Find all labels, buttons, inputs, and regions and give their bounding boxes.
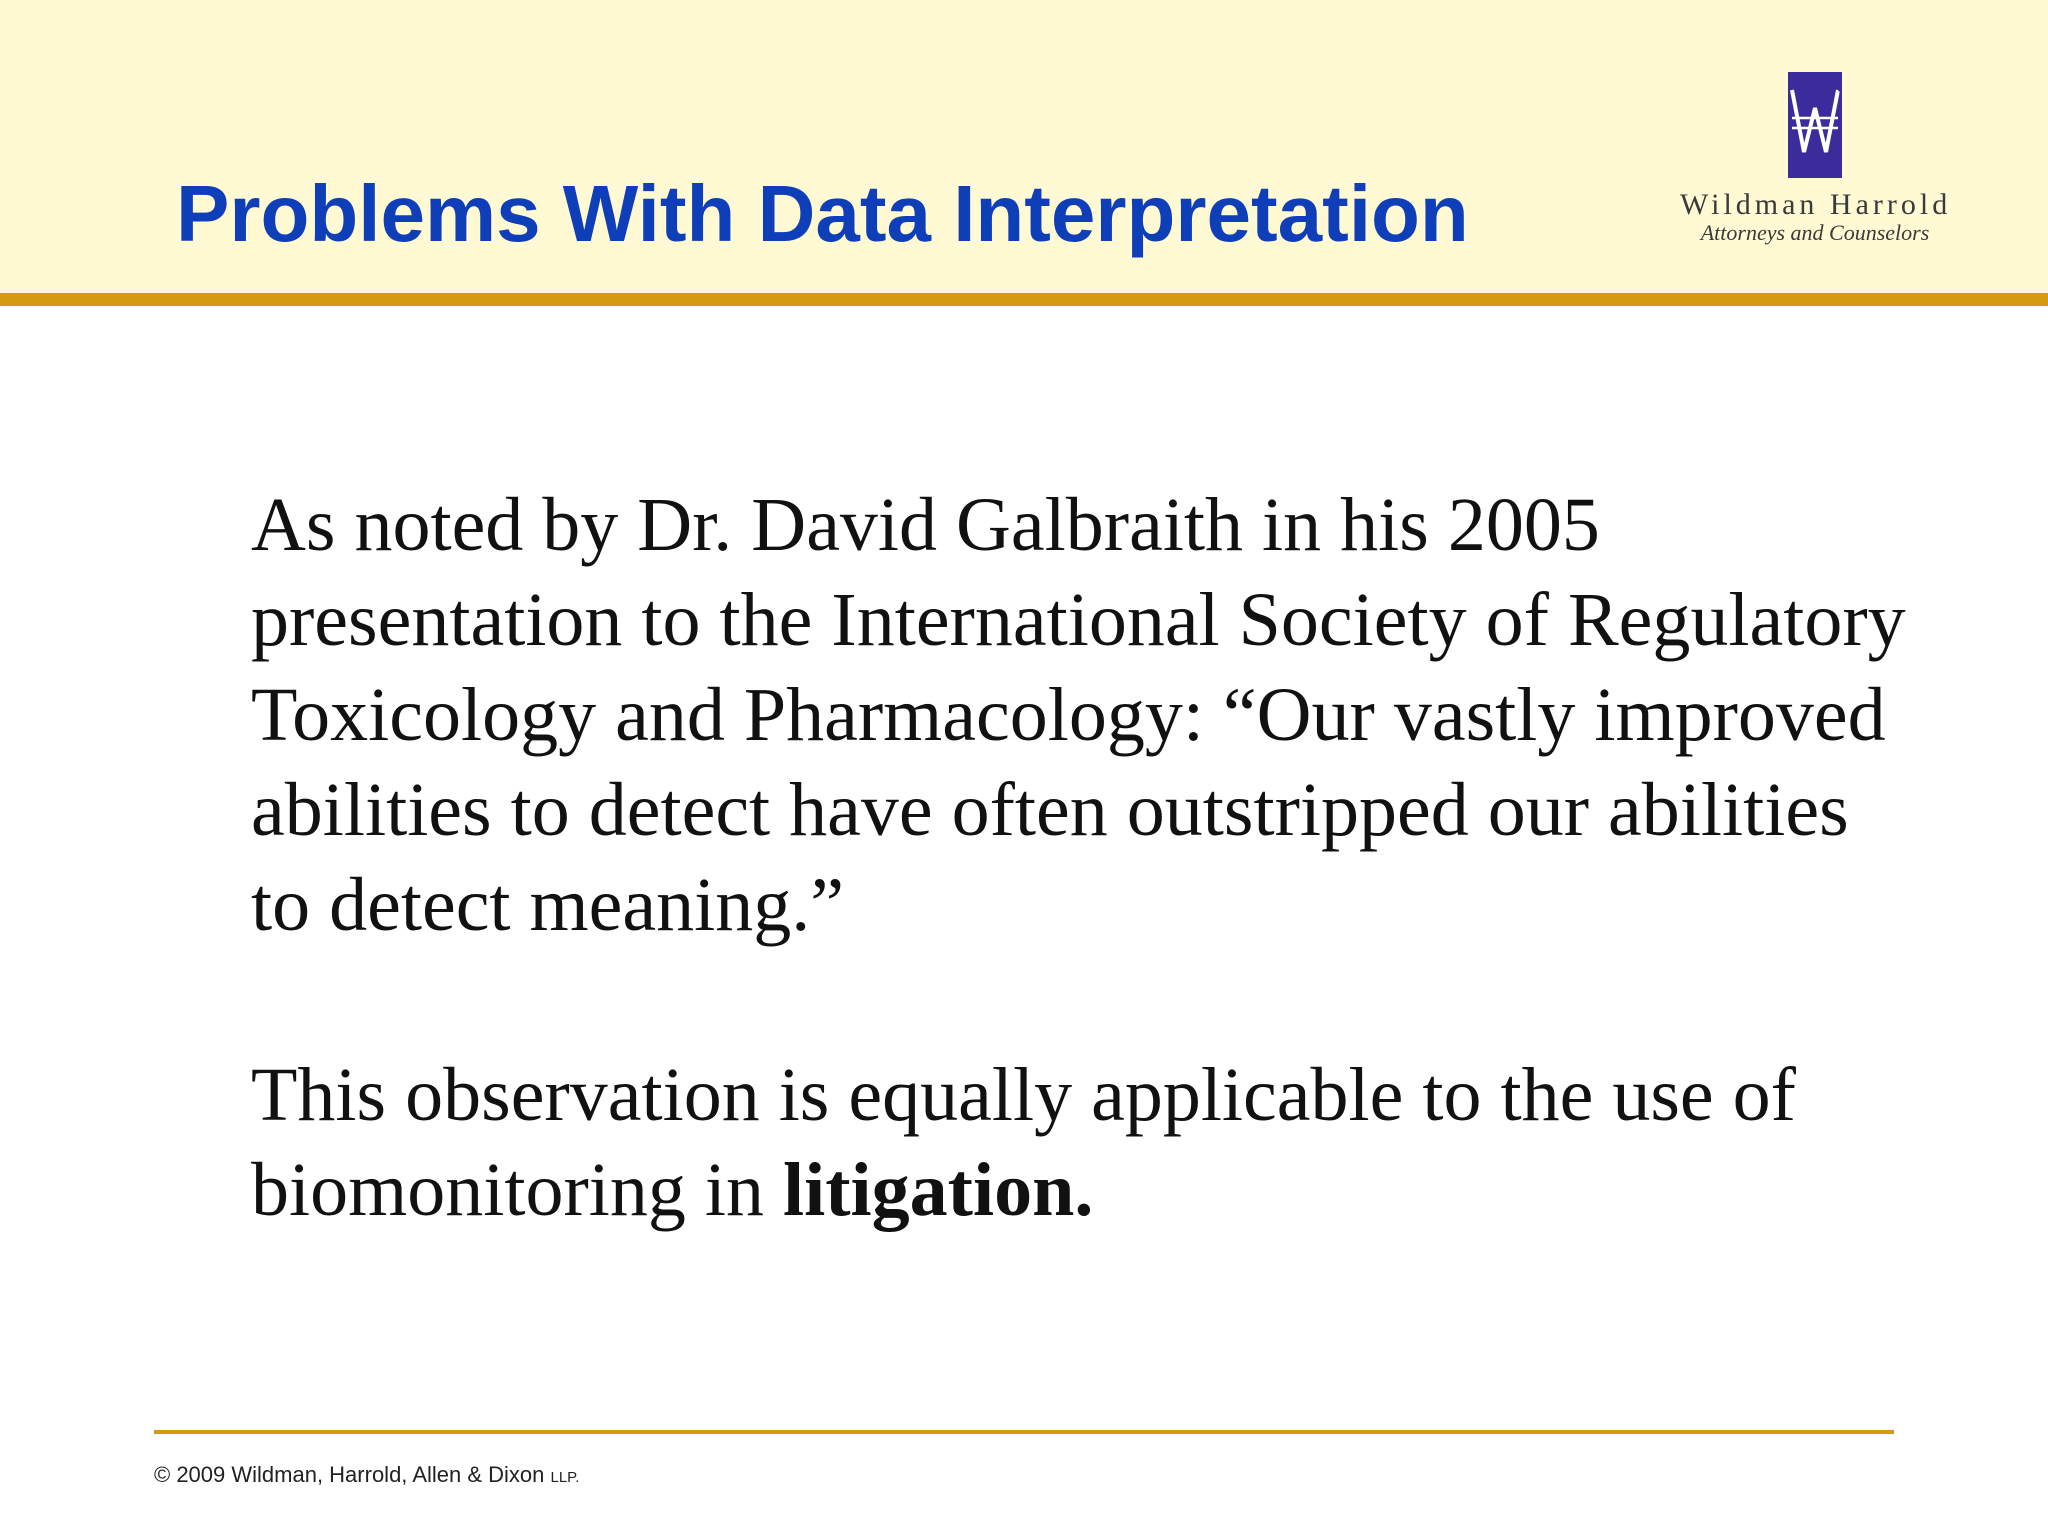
wildman-harrold-logo-icon xyxy=(1788,72,1842,178)
quote-paragraph: As noted by Dr. David Galbraith in his 2005 presentation to the International Society of Regulatory Toxicology and Pharmacology: “Our vastly improved abilities to detect have often outstripped our abilities to detect meaning.” xyxy=(251,483,1906,947)
logo-firm-name: Wildman Harrold xyxy=(1680,188,1952,221)
firm-logo xyxy=(1680,66,1950,246)
copyright-text: © 2009 Wildman, Harrold, Allen & Dixon xyxy=(154,1462,551,1487)
footer-copyright xyxy=(154,1462,579,1488)
observation-bold-term: litigation. xyxy=(783,1148,1094,1232)
header-divider xyxy=(0,293,2048,306)
logo-tagline: Attorneys and Counselors xyxy=(1700,220,1930,245)
observation-paragraph xyxy=(251,1048,1911,1238)
paragraph-spacer xyxy=(251,953,1911,1048)
footer-divider xyxy=(154,1430,1894,1434)
slide-title: Problems With Data Interpretation xyxy=(176,169,1469,258)
slide-body xyxy=(251,478,1911,1238)
observation-text: This observation is equally applicable to the use of biomonitoring in xyxy=(251,1053,1796,1232)
copyright-suffix: LLP. xyxy=(550,1469,580,1486)
